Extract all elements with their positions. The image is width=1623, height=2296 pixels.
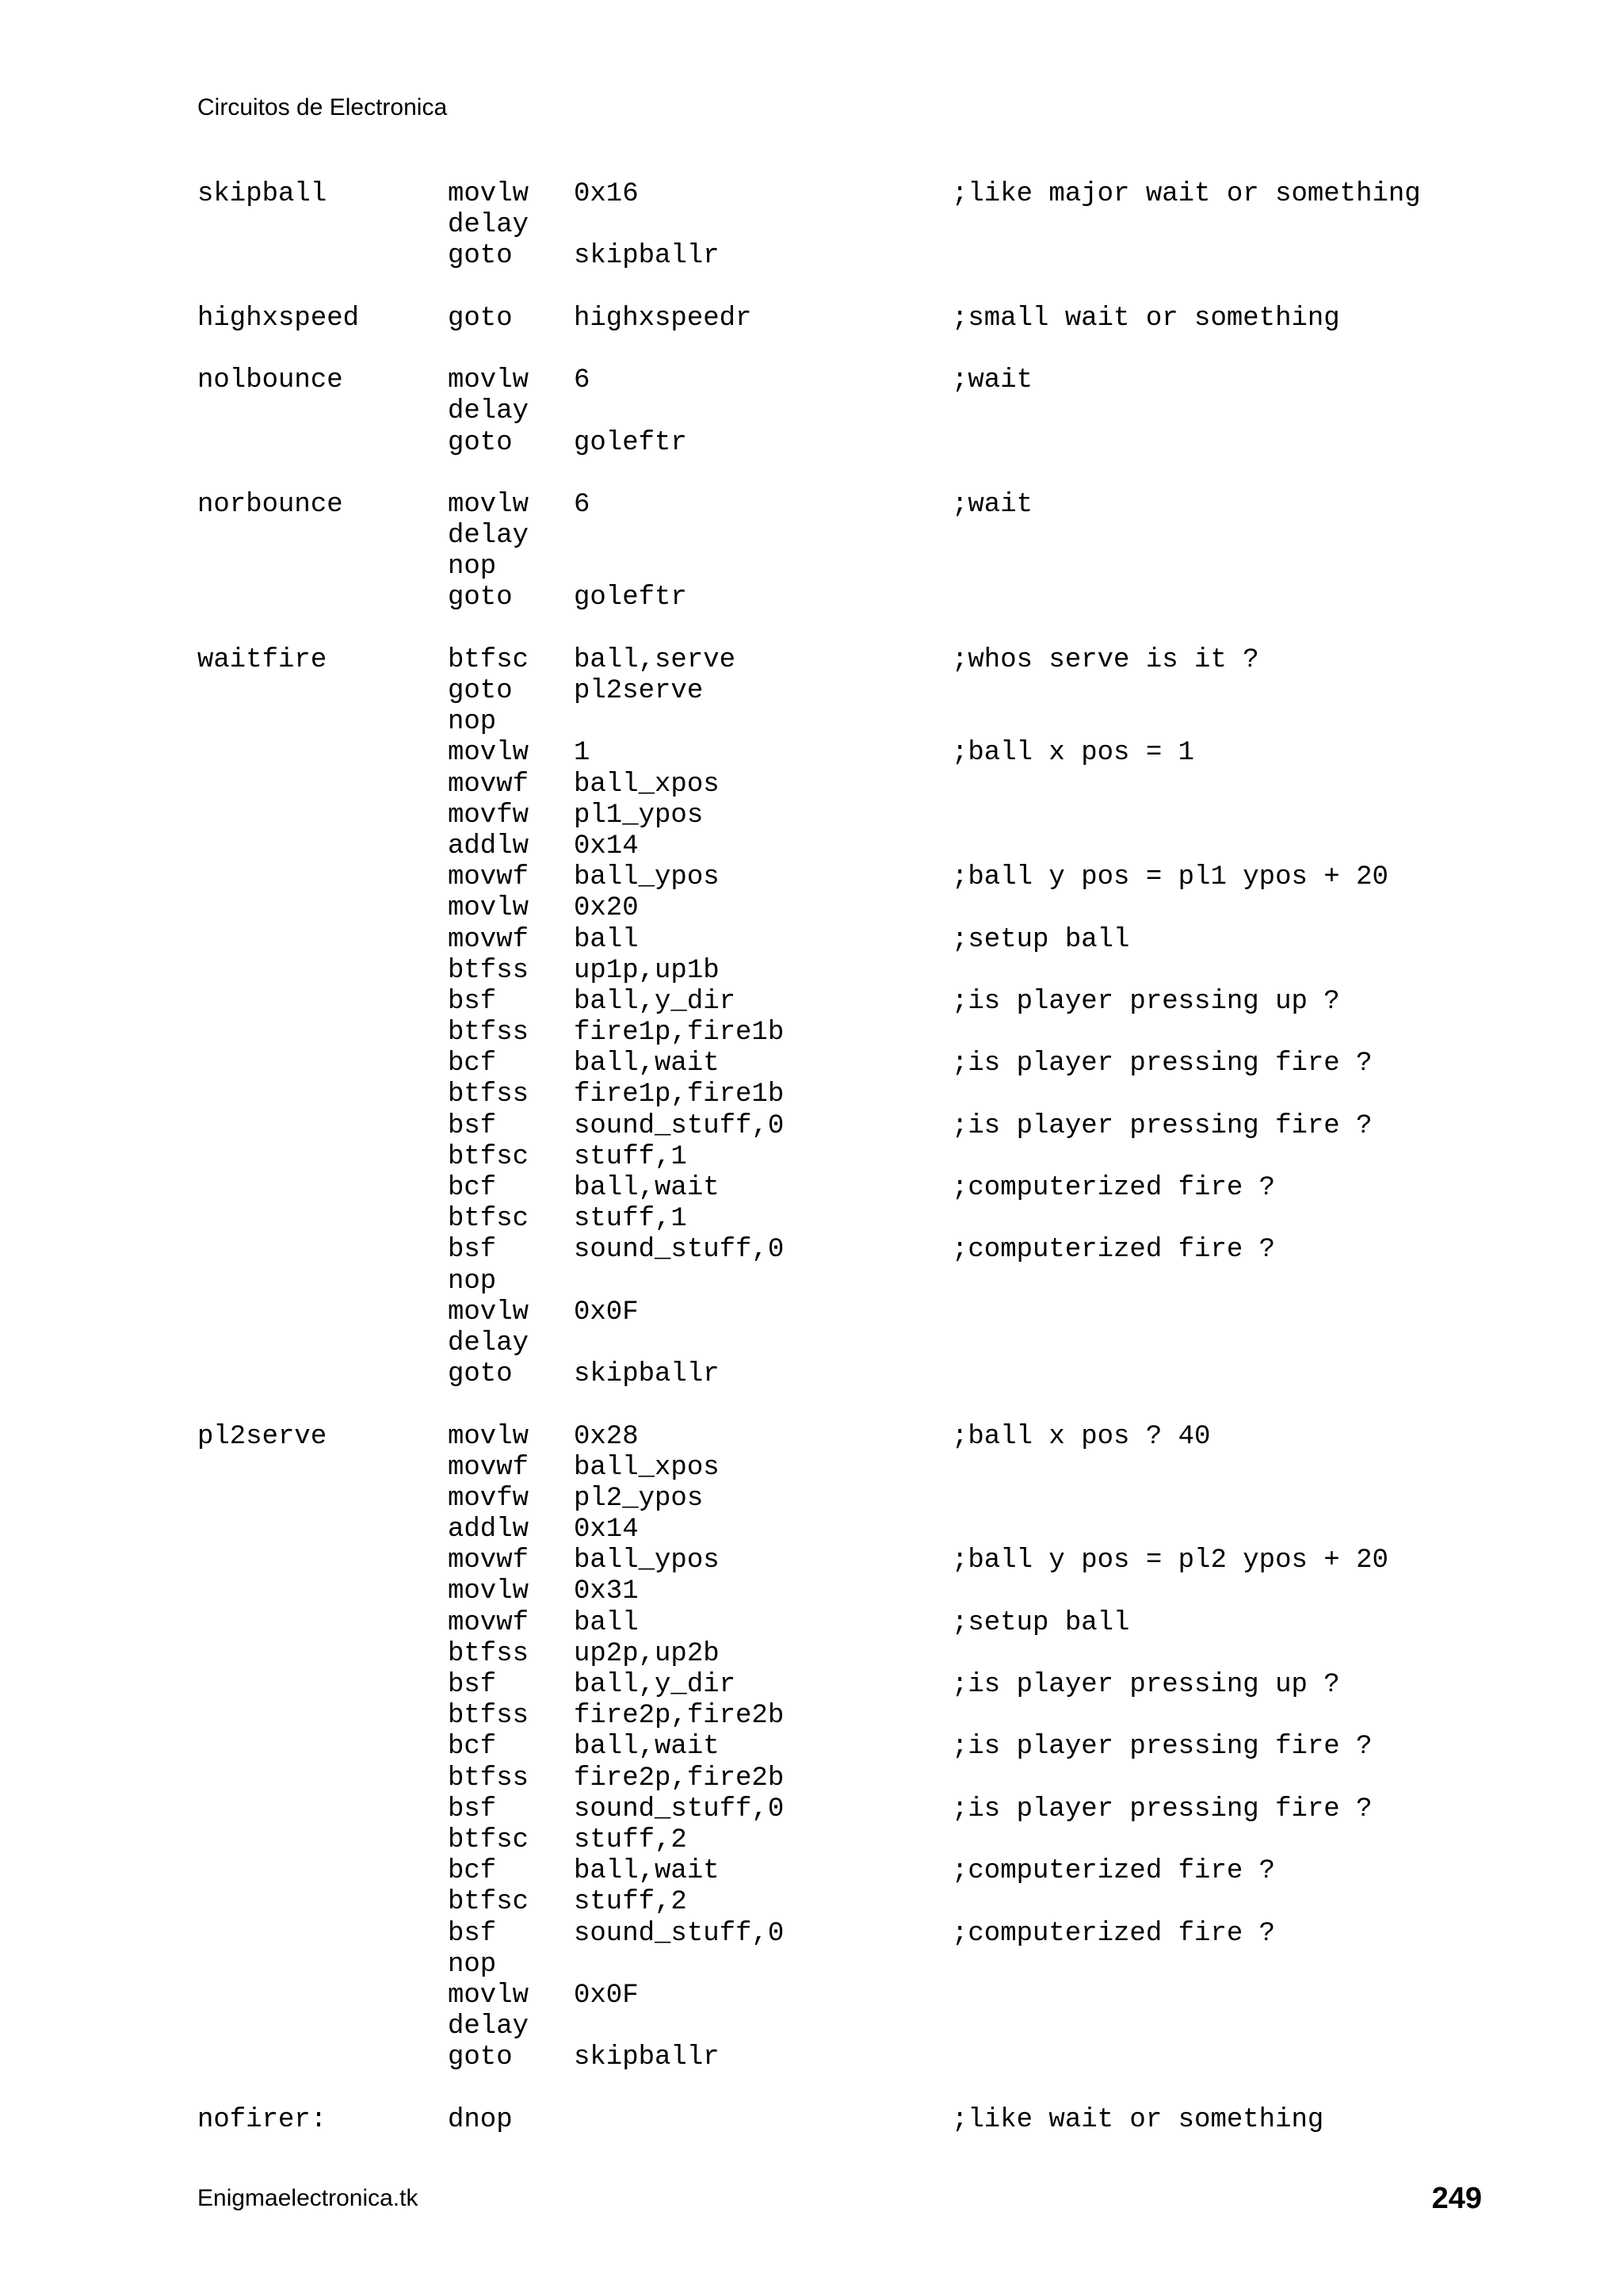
code-line [197, 179, 1513, 210]
code-opcode: delay [448, 1328, 529, 1358]
code-line [197, 1328, 1513, 1359]
code-comment: ;is player pressing fire ? [952, 1110, 1373, 1141]
code-opcode: bsf [448, 1110, 497, 1141]
code-line [197, 770, 1513, 800]
code-line [197, 365, 1513, 396]
code-line [197, 1111, 1513, 1142]
code-comment: ;wait [952, 489, 1033, 520]
code-line [197, 707, 1513, 738]
code-line [197, 521, 1513, 552]
code-operand: fire2p,fire2b [574, 1701, 785, 1732]
code-comment: ;ball x pos ? 40 [952, 1421, 1211, 1452]
code-comment: ;is player pressing up ? [952, 1670, 1340, 1700]
code-line [197, 1763, 1513, 1794]
code-line [197, 1049, 1513, 1079]
code-operand: pl2_ypos [574, 1483, 704, 1514]
code-block [197, 179, 1513, 273]
code-line [197, 800, 1513, 831]
code-comment: ;like major wait or something [952, 179, 1421, 209]
code-block [197, 2105, 1513, 2136]
code-operand: skipballr [574, 1359, 720, 1390]
code-operand: sound_stuff,0 [574, 1918, 785, 1949]
code-line [197, 1919, 1513, 1950]
code-line [197, 645, 1513, 676]
code-line [197, 304, 1513, 334]
code-operand: ball,wait [574, 1856, 720, 1887]
code-operand: ball [574, 1607, 639, 1638]
code-operand: ball [574, 924, 639, 955]
code-opcode: goto [448, 427, 513, 458]
code-block [197, 365, 1513, 459]
code-line [197, 738, 1513, 769]
code-opcode: delay [448, 2011, 529, 2042]
code-operand: up2p,up2b [574, 1638, 720, 1669]
code-opcode: addlw [448, 831, 529, 861]
code-line [197, 1204, 1513, 1235]
code-line [197, 893, 1513, 924]
code-opcode: movlw [448, 489, 529, 520]
code-comment: ;wait [952, 365, 1033, 396]
code-opcode: movlw [448, 365, 529, 396]
code-comment: ;ball x pos = 1 [952, 738, 1195, 769]
code-comment: ;is player pressing fire ? [952, 1049, 1373, 1079]
code-line [197, 2011, 1513, 2042]
code-line [197, 2042, 1513, 2073]
code-line [197, 396, 1513, 427]
code-operand: ball_ypos [574, 1545, 720, 1576]
code-line [197, 1732, 1513, 1763]
code-operand: ball_ypos [574, 862, 720, 893]
code-opcode: movlw [448, 1980, 529, 2011]
code-operand: ball,wait [574, 1173, 720, 1203]
code-label: skipball [197, 179, 327, 209]
code-opcode: addlw [448, 1515, 529, 1545]
code-operand: fire2p,fire2b [574, 1763, 785, 1794]
code-comment: ;computerized fire ? [952, 1918, 1276, 1949]
code-opcode: nop [448, 1266, 497, 1297]
code-opcode: movlw [448, 179, 529, 209]
code-opcode: nop [448, 1949, 497, 1980]
code-operand: pl2serve [574, 676, 704, 706]
code-operand: stuff,2 [574, 1824, 687, 1855]
code-operand: 0x28 [574, 1421, 639, 1452]
code-opcode: btfsc [448, 644, 529, 675]
code-line [197, 1670, 1513, 1701]
code-comment: ;is player pressing fire ? [952, 1732, 1373, 1763]
code-operand: skipballr [574, 2042, 720, 2073]
code-opcode: nop [448, 552, 497, 583]
code-opcode: btfsc [448, 1887, 529, 1918]
code-block [197, 1422, 1513, 2074]
code-opcode: goto [448, 241, 513, 272]
code-comment: ;small wait or something [952, 303, 1340, 334]
code-line [197, 1856, 1513, 1887]
code-opcode: goto [448, 303, 513, 334]
code-opcode: delay [448, 521, 529, 552]
code-opcode: movwf [448, 924, 529, 955]
code-comment: ;computerized fire ? [952, 1235, 1276, 1266]
code-opcode: bsf [448, 1794, 497, 1824]
code-line [197, 1701, 1513, 1732]
code-opcode: delay [448, 210, 529, 241]
footer-site: Enigmaelectronica.tk [197, 2185, 418, 2211]
code-opcode: movlw [448, 738, 529, 769]
code-opcode: btfsc [448, 1824, 529, 1855]
code-opcode: movfw [448, 1483, 529, 1514]
code-operand: pl1_ypos [574, 800, 704, 831]
code-opcode: goto [448, 676, 513, 706]
code-operand: ball,y_dir [574, 986, 736, 1017]
code-comment: ;computerized fire ? [952, 1856, 1276, 1887]
code-comment: ;ball y pos = pl2 ypos + 20 [952, 1545, 1388, 1576]
page-header-title: Circuitos de Electronica [197, 94, 448, 120]
code-comment: ;setup ball [952, 1607, 1130, 1638]
code-operand: 0x14 [574, 831, 639, 861]
code-line [197, 1173, 1513, 1204]
code-opcode: btfss [448, 1701, 529, 1732]
code-operand: 0x20 [574, 893, 639, 924]
code-operand: sound_stuff,0 [574, 1794, 785, 1824]
code-line [197, 1545, 1513, 1576]
code-line [197, 1484, 1513, 1515]
code-opcode: bcf [448, 1732, 497, 1763]
code-opcode: btfsc [448, 1204, 529, 1235]
code-line [197, 1018, 1513, 1049]
code-opcode: btfss [448, 1018, 529, 1049]
code-operand: ball_xpos [574, 1452, 720, 1483]
code-operand: goleftr [574, 427, 687, 458]
code-opcode: movlw [448, 1421, 529, 1452]
code-operand: 6 [574, 489, 590, 520]
code-line [197, 1142, 1513, 1173]
code-operand: ball,serve [574, 644, 736, 675]
code-opcode: btfss [448, 955, 529, 986]
code-line [197, 831, 1513, 862]
code-opcode: movwf [448, 1452, 529, 1483]
code-operand: stuff,1 [574, 1141, 687, 1172]
code-operand: ball,wait [574, 1049, 720, 1079]
code-opcode: bsf [448, 1918, 497, 1949]
code-line [197, 1576, 1513, 1607]
code-line [197, 676, 1513, 707]
code-opcode: btfss [448, 1079, 529, 1110]
code-operand: 0x14 [574, 1515, 639, 1545]
code-line [197, 1639, 1513, 1670]
code-opcode: btfsc [448, 1141, 529, 1172]
code-comment: ;computerized fire ? [952, 1173, 1276, 1203]
code-line [197, 1887, 1513, 1918]
code-block [197, 645, 1513, 1391]
code-comment: ;setup ball [952, 924, 1130, 955]
code-comment: ;like wait or something [952, 2104, 1324, 2135]
code-line [197, 862, 1513, 893]
code-operand: ball,wait [574, 1732, 720, 1763]
code-operand: stuff,1 [574, 1204, 687, 1235]
code-opcode: btfss [448, 1763, 529, 1794]
code-opcode: delay [448, 396, 529, 427]
code-operand: 0x16 [574, 179, 639, 209]
code-opcode: goto [448, 1359, 513, 1390]
code-opcode: nop [448, 707, 497, 738]
code-opcode: bcf [448, 1173, 497, 1203]
code-line [197, 1297, 1513, 1328]
code-label: nolbounce [197, 365, 343, 396]
code-line [197, 1079, 1513, 1110]
code-opcode: bcf [448, 1049, 497, 1079]
code-line [197, 1794, 1513, 1825]
code-operand: sound_stuff,0 [574, 1235, 785, 1266]
code-label: waitfire [197, 644, 327, 675]
code-opcode: bcf [448, 1856, 497, 1887]
code-operand: up1p,up1b [574, 955, 720, 986]
code-opcode: goto [448, 583, 513, 613]
code-operand: ball,y_dir [574, 1670, 736, 1700]
code-label: highxspeed [197, 303, 360, 334]
code-operand: sound_stuff,0 [574, 1110, 785, 1141]
code-label: pl2serve [197, 1421, 327, 1452]
code-block [197, 304, 1513, 334]
code-opcode: bsf [448, 1235, 497, 1266]
code-line [197, 210, 1513, 241]
code-comment: ;is player pressing fire ? [952, 1794, 1373, 1824]
code-opcode: goto [448, 2042, 513, 2073]
code-opcode: movwf [448, 1545, 529, 1576]
code-line [197, 1359, 1513, 1390]
code-operand: 0x0F [574, 1297, 639, 1328]
code-line [197, 1235, 1513, 1266]
code-line [197, 1266, 1513, 1297]
code-opcode: bsf [448, 986, 497, 1017]
code-line [197, 1422, 1513, 1453]
code-operand: skipballr [574, 241, 720, 272]
code-opcode: movlw [448, 1297, 529, 1328]
code-operand: goleftr [574, 583, 687, 613]
code-label: norbounce [197, 489, 343, 520]
code-line [197, 987, 1513, 1018]
code-line [197, 956, 1513, 987]
code-line [197, 490, 1513, 521]
code-opcode: movlw [448, 893, 529, 924]
code-operand: ball_xpos [574, 769, 720, 800]
code-opcode: dnop [448, 2104, 513, 2135]
code-opcode: movlw [448, 1576, 529, 1607]
code-comment: ;ball y pos = pl1 ypos + 20 [952, 862, 1388, 893]
code-opcode: btfss [448, 1638, 529, 1669]
code-opcode: movwf [448, 862, 529, 893]
code-comment: ;is player pressing up ? [952, 986, 1340, 1017]
code-listing [197, 179, 1513, 2167]
code-operand: fire1p,fire1b [574, 1079, 785, 1110]
code-line [197, 1825, 1513, 1856]
page-number: 249 [1431, 2182, 1482, 2215]
code-opcode: movfw [448, 800, 529, 831]
code-opcode: movwf [448, 1607, 529, 1638]
code-operand: 0x31 [574, 1576, 639, 1607]
code-line [197, 1608, 1513, 1639]
code-operand: stuff,2 [574, 1887, 687, 1918]
code-line [197, 1950, 1513, 1981]
code-line [197, 428, 1513, 459]
code-operand: 6 [574, 365, 590, 396]
code-opcode: bsf [448, 1670, 497, 1700]
code-line [197, 2105, 1513, 2136]
code-line [197, 1453, 1513, 1484]
code-opcode: movwf [448, 769, 529, 800]
code-line [197, 552, 1513, 583]
code-line [197, 1515, 1513, 1545]
code-line [197, 925, 1513, 956]
code-line [197, 1981, 1513, 2011]
code-label: nofirer: [197, 2104, 327, 2135]
code-line [197, 241, 1513, 272]
code-operand: fire1p,fire1b [574, 1018, 785, 1049]
code-comment: ;whos serve is it ? [952, 644, 1259, 675]
code-operand: 1 [574, 738, 590, 769]
code-operand: 0x0F [574, 1980, 639, 2011]
code-operand: highxspeedr [574, 303, 752, 334]
code-line [197, 583, 1513, 613]
code-block [197, 490, 1513, 614]
